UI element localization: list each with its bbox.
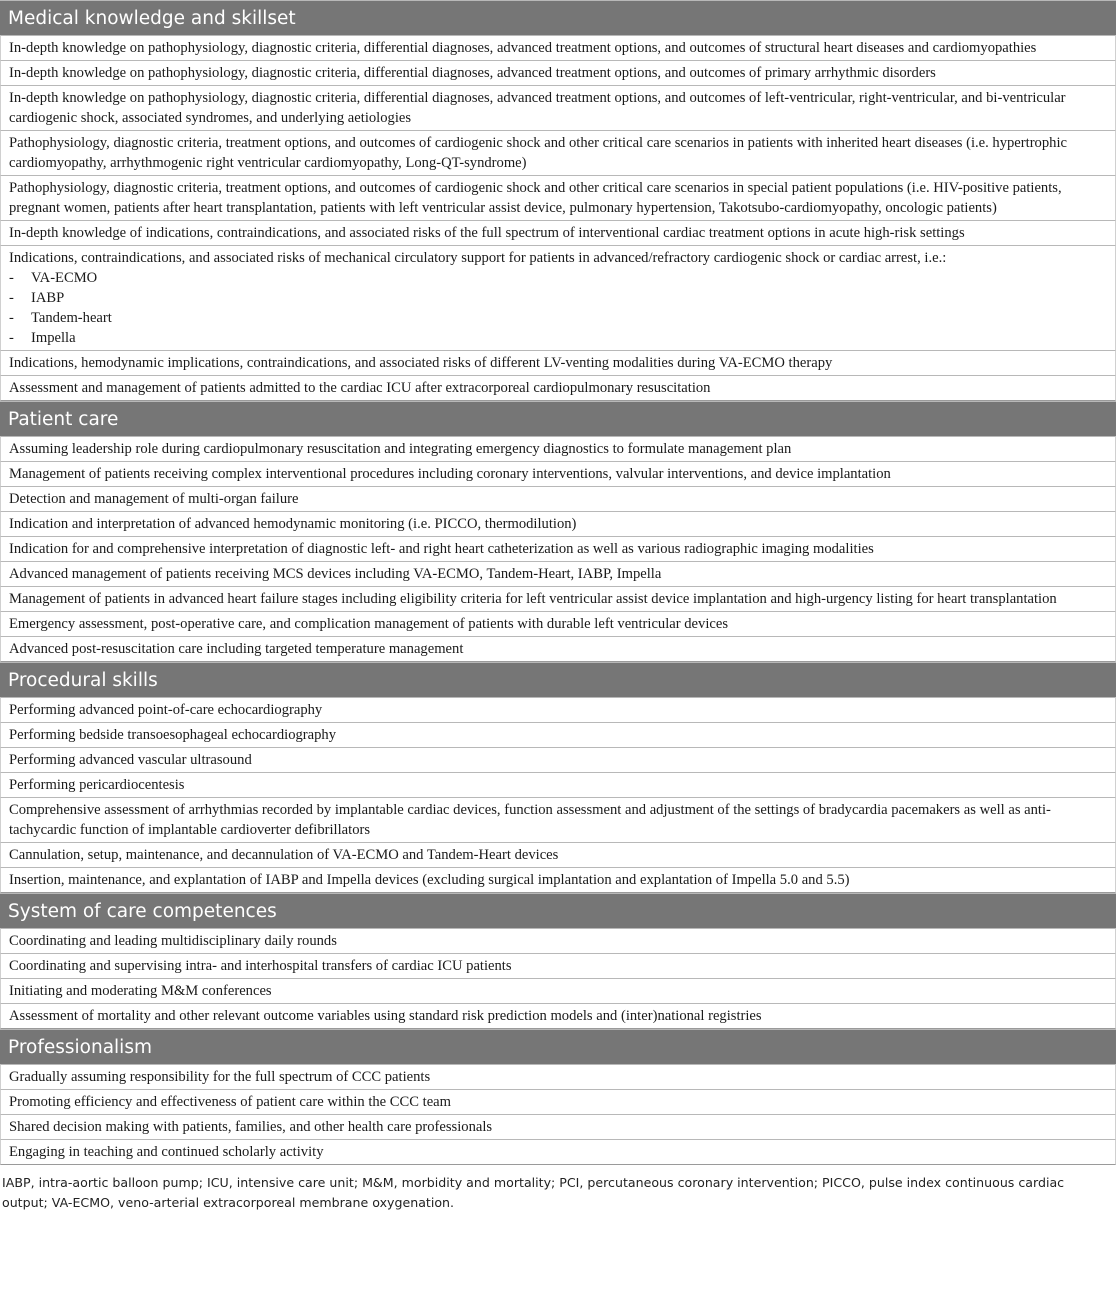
section-patient-care: [0, 401, 1116, 662]
table-row: Indications, hemodynamic implications, contraindications, and associated risks of different LV-venting modalities during VA-ECMO therapy: [0, 350, 1116, 375]
table-row: Performing bedside transoesophageal echocardiography: [0, 722, 1116, 747]
section-medical-knowledge: [0, 0, 1116, 401]
table-row: Coordinating and leading multidisciplinary daily rounds: [0, 928, 1116, 953]
table-row: Engaging in teaching and continued scholarly activity: [0, 1139, 1116, 1165]
section-header: System of care competences: [0, 893, 1116, 928]
section-professionalism: [0, 1029, 1116, 1165]
table-row: Performing advanced vascular ultrasound: [0, 747, 1116, 772]
section-header: Procedural skills: [0, 662, 1116, 697]
list-item: [9, 288, 1107, 308]
table-row: Pathophysiology, diagnostic criteria, treatment options, and outcomes of cardiogenic shock and other critical care scenarios in special patient populations (i.e. HIV-positive patients, pregnant women, patients after heart transplantation, patients with left ventricular assist device, pulmonary hypertension, Takotsubo-cardiomyopathy, oncologic patients): [0, 175, 1116, 220]
list-dash: -: [9, 330, 14, 346]
table-row: Assessment of mortality and other relevant outcome variables using standard risk prediction models and (inter)national registries: [0, 1003, 1116, 1029]
section-header: Medical knowledge and skillset: [0, 0, 1116, 35]
table-row: Advanced post-resuscitation care including targeted temperature management: [0, 636, 1116, 662]
list-item: [9, 308, 1107, 328]
table-row: Emergency assessment, post-operative care, and complication management of patients with durable left ventricular devices: [0, 611, 1116, 636]
table-row: Initiating and moderating M&M conferences: [0, 978, 1116, 1003]
table-footnote: IABP, intra-aortic balloon pump; ICU, intensive care unit; M&M, morbidity and mortality; PCI, percutaneous coronary intervention; PICCO, pulse index continuous cardiac output; VA-ECMO, veno-arterial extracorporeal membrane oxygenation.: [2, 1175, 1065, 1210]
table-row: Cannulation, setup, maintenance, and decannulation of VA-ECMO and Tandem-Heart devices: [0, 842, 1116, 867]
table-row-mcs: [0, 245, 1116, 350]
table-row: Pathophysiology, diagnostic criteria, treatment options, and outcomes of cardiogenic shock and other critical care scenarios in patients with inherited heart diseases (i.e. hypertrophic cardiomyopathy, arrhythmogenic right ventricular cardiomyopathy, Long-QT-syndrome): [0, 130, 1116, 175]
list-item-label: VA-ECMO: [31, 270, 98, 286]
table-row: Promoting efficiency and effectiveness of patient care within the CCC team: [0, 1089, 1116, 1114]
list-dash: -: [9, 270, 14, 286]
table-row: Management of patients in advanced heart failure stages including eligibility criteria for left ventricular assist device implantation and high-urgency listing for heart transplantation: [0, 586, 1116, 611]
table-row: In-depth knowledge on pathophysiology, diagnostic criteria, differential diagnoses, advanced treatment options, and outcomes of structural heart diseases and cardiomyopathies: [0, 35, 1116, 60]
table-row: Indication and interpretation of advanced hemodynamic monitoring (i.e. PICCO, thermodilution): [0, 511, 1116, 536]
table-row: In-depth knowledge on pathophysiology, diagnostic criteria, differential diagnoses, advanced treatment options, and outcomes of primary arrhythmic disorders: [0, 60, 1116, 85]
table-row: Performing pericardiocentesis: [0, 772, 1116, 797]
table-row: Assuming leadership role during cardiopulmonary resuscitation and integrating emergency diagnostics to formulate management plan: [0, 436, 1116, 461]
section-header: Professionalism: [0, 1029, 1116, 1064]
list-item: [9, 328, 1107, 348]
list-item-label: Tandem-heart: [31, 310, 112, 326]
table-row: Coordinating and supervising intra- and interhospital transfers of cardiac ICU patients: [0, 953, 1116, 978]
table-row: Assessment and management of patients admitted to the cardiac ICU after extracorporeal cardiopulmonary resuscitation: [0, 375, 1116, 401]
table-row: In-depth knowledge of indications, contraindications, and associated risks of the full spectrum of interventional cardiac treatment options in acute high-risk settings: [0, 220, 1116, 245]
table-row: Shared decision making with patients, families, and other health care professionals: [0, 1114, 1116, 1139]
table-row: Comprehensive assessment of arrhythmias recorded by implantable cardiac devices, function assessment and adjustment of the settings of bradycardia pacemakers as well as anti-tachycardic function of implantable cardioverter defibrillators: [0, 797, 1116, 842]
list-item-label: IABP: [31, 290, 65, 306]
table-row: Gradually assuming responsibility for the full spectrum of CCC patients: [0, 1064, 1116, 1089]
table-row: Indication for and comprehensive interpretation of diagnostic left- and right heart catheterization as well as various radiographic imaging modalities: [0, 536, 1116, 561]
table-row: Performing advanced point-of-care echocardiography: [0, 697, 1116, 722]
mcs-intro: Indications, contraindications, and associated risks of mechanical circulatory support for patients in advanced/refractory cardiogenic shock or cardiac arrest, i.e.:: [9, 250, 947, 266]
table-row: Insertion, maintenance, and explantation of IABP and Impella devices (excluding surgical implantation and explantation of Impella 5.0 and 5.5): [0, 867, 1116, 893]
list-item: [9, 268, 1107, 288]
table-row: Advanced management of patients receiving MCS devices including VA-ECMO, Tandem-Heart, IABP, Impella: [0, 561, 1116, 586]
list-dash: -: [9, 310, 14, 326]
list-item-label: Impella: [31, 330, 76, 346]
section-procedural-skills: [0, 662, 1116, 893]
list-dash: -: [9, 290, 14, 306]
section-system-of-care: [0, 893, 1116, 1029]
table-row: Detection and management of multi-organ failure: [0, 486, 1116, 511]
table-row: In-depth knowledge on pathophysiology, diagnostic criteria, differential diagnoses, advanced treatment options, and outcomes of left-ventricular, right-ventricular, and bi-ventricular cardiogenic shock, associated syndromes, and underlying aetiologies: [0, 85, 1116, 130]
section-header: Patient care: [0, 401, 1116, 436]
table-row: Management of patients receiving complex interventional procedures including coronary interventions, valvular interventions, and device implantation: [0, 461, 1116, 486]
